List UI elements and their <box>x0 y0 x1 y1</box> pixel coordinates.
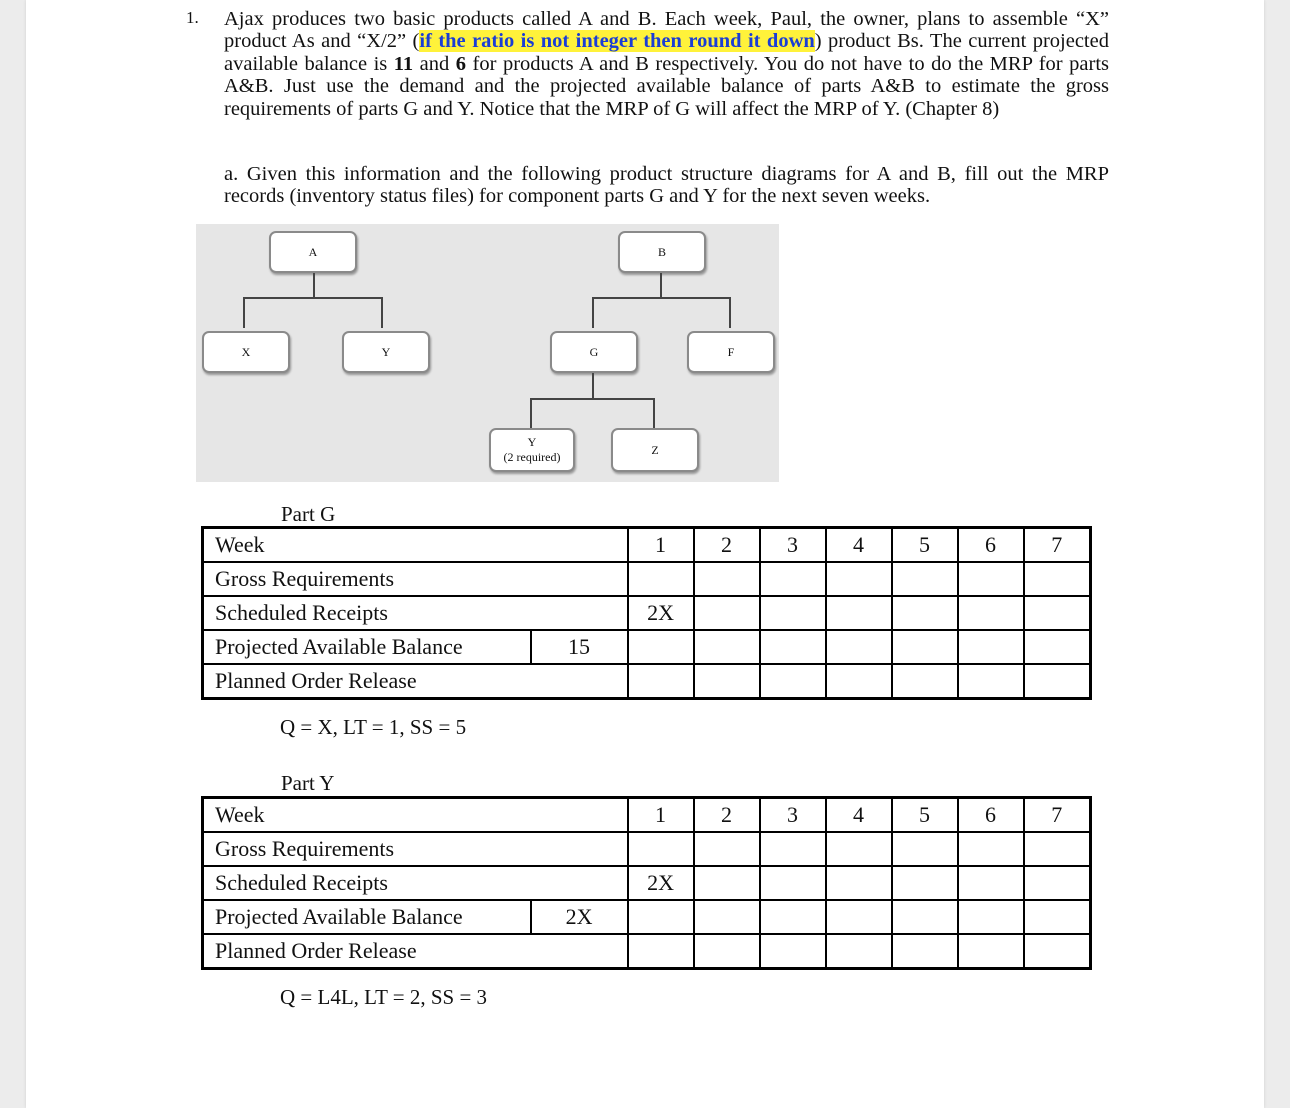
table-cell <box>1024 596 1091 630</box>
week-header: 2 <box>694 798 760 833</box>
table-cell <box>628 832 694 866</box>
table-cell <box>1024 832 1091 866</box>
table-cell <box>694 562 760 596</box>
table-cell <box>892 562 958 596</box>
table-cell <box>694 664 760 699</box>
table-cell <box>892 664 958 699</box>
row-label-projected-available-balance: Projected Available Balance <box>203 630 531 664</box>
row-label-gross-requirements: Gross Requirements <box>203 562 628 596</box>
node-b: B <box>618 231 706 273</box>
table-cell <box>694 866 760 900</box>
row-label-projected-available-balance: Projected Available Balance <box>203 900 531 934</box>
connector-b-g <box>592 297 594 328</box>
week-header: 5 <box>892 528 958 563</box>
row-label-gross-requirements: Gross Requirements <box>203 832 628 866</box>
scheduled-receipt-week-1: 2X <box>628 866 694 900</box>
table-cell <box>958 866 1024 900</box>
table-cell <box>958 562 1024 596</box>
node-g: G <box>550 331 638 373</box>
table-cell <box>826 630 892 664</box>
table-cell <box>826 562 892 596</box>
week-header: 5 <box>892 798 958 833</box>
question-intro: Ajax produces two basic products called A and B. Each week, Paul, the owner, plans to assemble “X” product As and “X/2” (if the ratio is not integer then round it down) product Bs. The current projected available balance is 11 and 6 for products A and B respectively. You do not have to do the MRP for parts A&B. Just use the demand and the projected available balance of parts A&B to estimate the gross requirements of parts G and Y. Notice that the MRP of G will affect the MRP of Y. (Chapter 8) <box>224 8 1109 120</box>
week-header: 7 <box>1024 798 1091 833</box>
week-header: 4 <box>826 798 892 833</box>
table-cell <box>628 664 694 699</box>
node-x: X <box>202 331 290 373</box>
row-label-planned-order-release: Planned Order Release <box>203 664 628 699</box>
table-cell <box>958 596 1024 630</box>
part-g-mrp-table <box>201 526 1092 700</box>
table-cell <box>1024 934 1091 969</box>
table-cell <box>892 900 958 934</box>
node-z: Z <box>611 428 699 472</box>
connector-a-y <box>381 297 383 328</box>
scheduled-receipt-week-1: 2X <box>628 596 694 630</box>
table-cell <box>628 562 694 596</box>
part-g-parameters: Q = X, LT = 1, SS = 5 <box>280 715 467 739</box>
connector-g-stem <box>592 373 594 399</box>
week-header: 2 <box>694 528 760 563</box>
table-cell <box>826 664 892 699</box>
table-cell <box>1024 866 1091 900</box>
initial-balance: 15 <box>531 630 628 664</box>
week-header: 7 <box>1024 528 1091 563</box>
table-cell <box>1024 630 1091 664</box>
table-cell <box>1024 664 1091 699</box>
table-row <box>203 900 1091 934</box>
connector-b-stem <box>660 273 662 298</box>
week-header: 4 <box>826 528 892 563</box>
table-cell <box>892 832 958 866</box>
connector-g-z <box>653 398 655 428</box>
table-cell <box>760 596 826 630</box>
table-cell <box>826 934 892 969</box>
table-row <box>203 866 1091 900</box>
question-number: 1. <box>186 8 199 27</box>
table-cell <box>694 630 760 664</box>
node-a: A <box>269 231 357 273</box>
table-cell <box>628 630 694 664</box>
table-row <box>203 630 1091 664</box>
table-cell <box>760 562 826 596</box>
table-cell <box>628 900 694 934</box>
table-cell <box>694 900 760 934</box>
table-cell <box>694 934 760 969</box>
part-g-title: Part G <box>281 502 336 526</box>
week-header: 6 <box>958 528 1024 563</box>
table-row <box>203 798 1091 833</box>
table-cell <box>826 832 892 866</box>
table-cell <box>760 934 826 969</box>
table-cell <box>694 596 760 630</box>
table-cell <box>760 900 826 934</box>
table-cell <box>826 866 892 900</box>
connector-a-x <box>243 297 245 328</box>
table-cell <box>826 900 892 934</box>
part-y-parameters: Q = L4L, LT = 2, SS = 3 <box>280 985 488 1009</box>
connector-a-stem <box>313 273 315 298</box>
question-part-a: a. Given this information and the following product structure diagrams for A and B, fill out the MRP records (inventory status files) for component parts G and Y for the next seven weeks. <box>224 163 1109 208</box>
row-label-planned-order-release: Planned Order Release <box>203 934 628 969</box>
week-header: 6 <box>958 798 1024 833</box>
initial-balance: 2X <box>531 900 628 934</box>
part-y-mrp-table <box>201 796 1092 970</box>
table-cell <box>628 934 694 969</box>
week-header: 1 <box>628 798 694 833</box>
part-y-title: Part Y <box>281 771 335 795</box>
highlighted-rounding-note: if the ratio is not integer then round it down <box>419 30 815 53</box>
table-cell <box>760 664 826 699</box>
table-cell <box>892 596 958 630</box>
balance-a: 11 <box>393 52 414 75</box>
table-cell <box>826 596 892 630</box>
row-label-scheduled-receipts: Scheduled Receipts <box>203 866 628 900</box>
week-header: 3 <box>760 528 826 563</box>
connector-g-bar <box>530 398 655 400</box>
table-cell <box>892 866 958 900</box>
connector-g-y <box>530 398 532 428</box>
week-header: 1 <box>628 528 694 563</box>
table-row <box>203 528 1091 563</box>
node-y: Y <box>342 331 430 373</box>
row-label-scheduled-receipts: Scheduled Receipts <box>203 596 628 630</box>
table-cell <box>958 832 1024 866</box>
table-cell <box>892 934 958 969</box>
table-cell <box>760 832 826 866</box>
connector-b-bar <box>592 297 730 299</box>
week-header: 3 <box>760 798 826 833</box>
table-cell <box>760 630 826 664</box>
table-cell <box>1024 562 1091 596</box>
table-cell <box>1024 900 1091 934</box>
node-y-2-required: Y (2 required) <box>489 428 575 472</box>
table-row <box>203 562 1091 596</box>
table-row <box>203 664 1091 699</box>
table-cell <box>694 832 760 866</box>
product-structure-diagram <box>196 224 779 482</box>
table-cell <box>892 630 958 664</box>
table-cell <box>958 664 1024 699</box>
node-f: F <box>687 331 775 373</box>
table-cell <box>958 900 1024 934</box>
balance-b: 6 <box>455 52 467 75</box>
table-cell <box>958 630 1024 664</box>
table-cell <box>760 866 826 900</box>
row-label-week: Week <box>203 798 628 833</box>
table-cell <box>958 934 1024 969</box>
connector-b-f <box>729 297 731 328</box>
table-row <box>203 832 1091 866</box>
row-label-week: Week <box>203 528 628 563</box>
connector-a-bar <box>243 297 382 299</box>
table-row <box>203 596 1091 630</box>
table-row <box>203 934 1091 969</box>
